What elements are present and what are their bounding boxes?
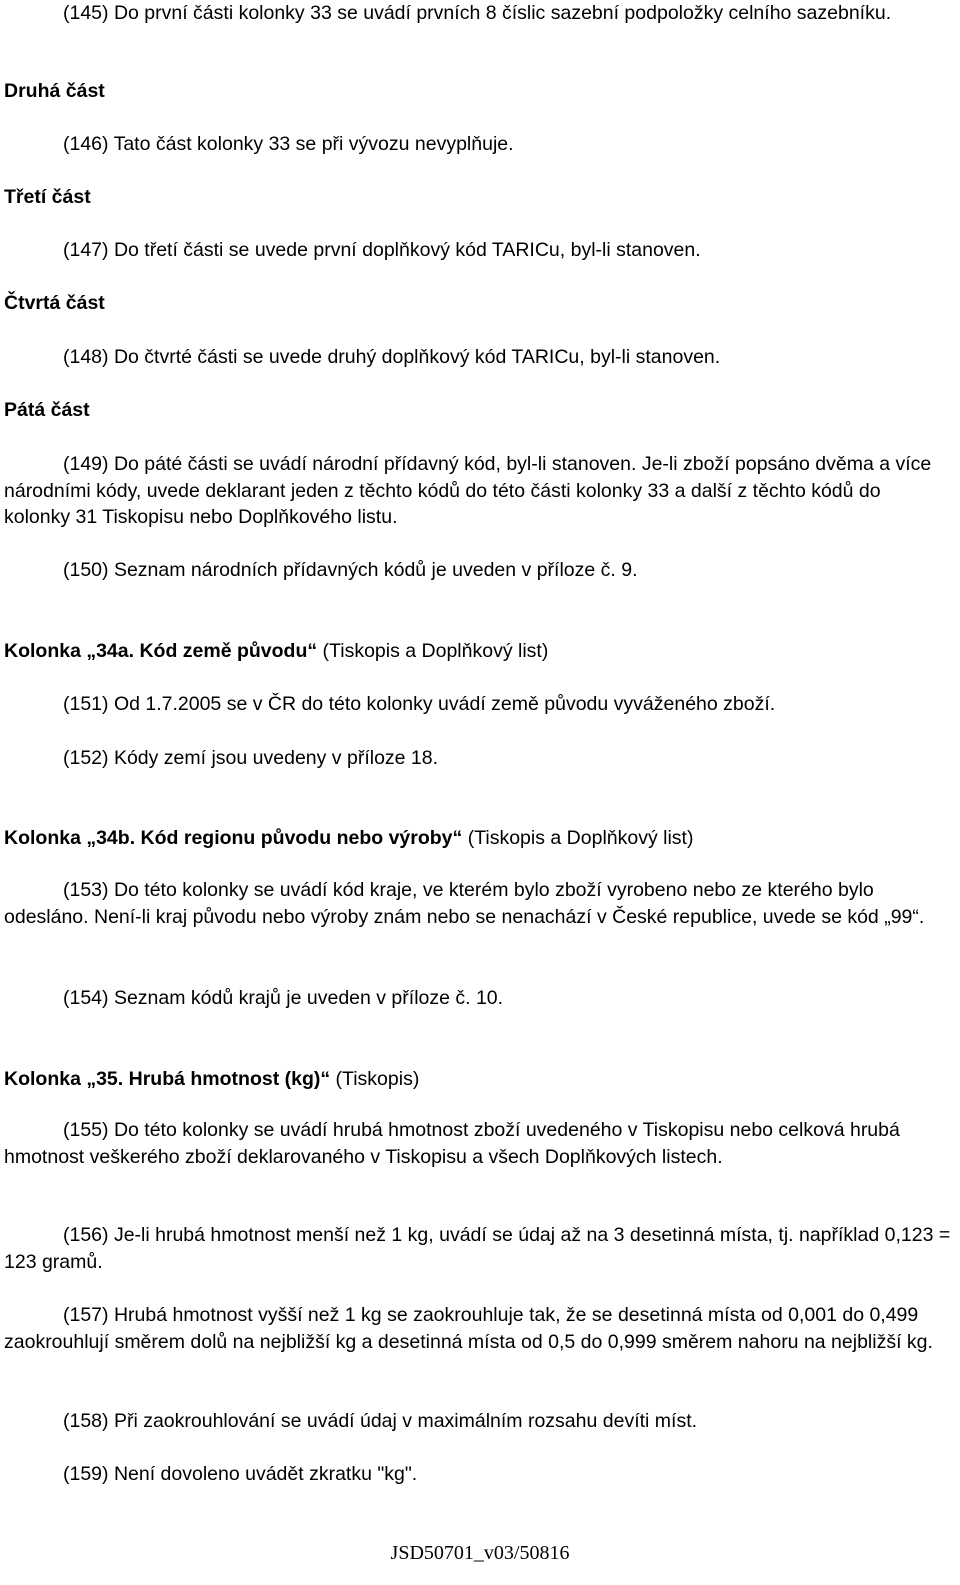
heading-pata-cast: Pátá část xyxy=(4,399,90,421)
heading-druha-cast: Druhá část xyxy=(4,80,105,102)
heading-kolonka-34b-title: Kolonka „34b. Kód regionu původu nebo výroby“ xyxy=(4,827,463,849)
heading-kolonka-35-title: Kolonka „35. Hrubá hmotnost (kg)“ xyxy=(4,1068,331,1090)
paragraph-154: (154) Seznam kódů krajů je uveden v příloze č. 10. xyxy=(63,987,504,1009)
heading-kolonka-34a-scope: (Tiskopis a Doplňkový list) xyxy=(317,640,549,662)
paragraph-155: (155) Do této kolonky se uvádí hrubá hmotnost zboží uvedeného v Tiskopisu nebo celková hrubá hmotnost veškerého zboží deklarovaného v Tiskopisu a všech Doplňkových listech. xyxy=(4,1119,900,1168)
heading-ctvrta-cast: Čtvrtá část xyxy=(4,292,105,314)
heading-kolonka-34a xyxy=(4,638,952,665)
paragraph-152: (152) Kódy zemí jsou uvedeny v příloze 18. xyxy=(63,747,439,769)
paragraph-157: (157) Hrubá hmotnost vyšší než 1 kg se zaokrouhluje tak, že se desetinná místa od 0,001 do 0,499 zaokrouhlují směrem dolů na nejbližší kg a desetinná místa od 0,5 do 0,999 směrem nahoru na nejbližší kg. xyxy=(4,1304,933,1353)
heading-kolonka-34b xyxy=(4,825,952,852)
paragraph-148: (148) Do čtvrté části se uvede druhý doplňkový kód TARICu, byl-li stanoven. xyxy=(63,346,721,368)
paragraph-146: (146) Tato část kolonky 33 se při vývozu nevyplňuje. xyxy=(63,133,514,155)
heading-kolonka-35 xyxy=(4,1066,952,1093)
heading-kolonka-34a-title: Kolonka „34a. Kód země původu“ xyxy=(4,640,318,662)
paragraph-151: (151) Od 1.7.2005 se v ČR do této kolonky uvádí země původu vyváženého zboží. xyxy=(63,693,776,715)
heading-treti-cast: Třetí část xyxy=(4,186,91,208)
heading-kolonka-34b-scope: (Tiskopis a Doplňkový list) xyxy=(462,827,694,849)
paragraph-145: (145) Do první části kolonky 33 se uvádí prvních 8 číslic sazební podpoložky celního sazebníku. xyxy=(63,2,892,24)
paragraph-159: (159) Není dovoleno uvádět zkratku "kg". xyxy=(63,1463,418,1485)
heading-kolonka-35-scope: (Tiskopis) xyxy=(330,1068,420,1090)
paragraph-150: (150) Seznam národních přídavných kódů je uveden v příloze č. 9. xyxy=(63,559,638,581)
paragraph-147: (147) Do třetí části se uvede první doplňkový kód TARICu, byl-li stanoven. xyxy=(63,239,701,261)
paragraph-149: (149) Do páté části se uvádí národní přídavný kód, byl-li stanoven. Je-li zboží popsáno dvěma a více národními kódy, uvede deklarant jeden z těchto kódů do této části kolonky 33 a další z těchto kódů do kolonky 31 Tiskopisu nebo Doplňkového listu. xyxy=(4,453,932,528)
page-footer: JSD50701_v03/50816 xyxy=(390,1542,570,1564)
paragraph-153: (153) Do této kolonky se uvádí kód kraje, ve kterém bylo zboží vyrobeno nebo ze kterého bylo odesláno. Není-li kraj původu nebo výroby znám nebo se nenachází v České republice, uvede se kód „99“. xyxy=(4,879,925,928)
paragraph-156: (156) Je-li hrubá hmotnost menší než 1 kg, uvádí se údaj až na 3 desetinná místa, tj. například 0,123 = 123 gramů. xyxy=(4,1224,951,1273)
paragraph-158: (158) Při zaokrouhlování se uvádí údaj v maximálním rozsahu devíti míst. xyxy=(63,1410,698,1432)
